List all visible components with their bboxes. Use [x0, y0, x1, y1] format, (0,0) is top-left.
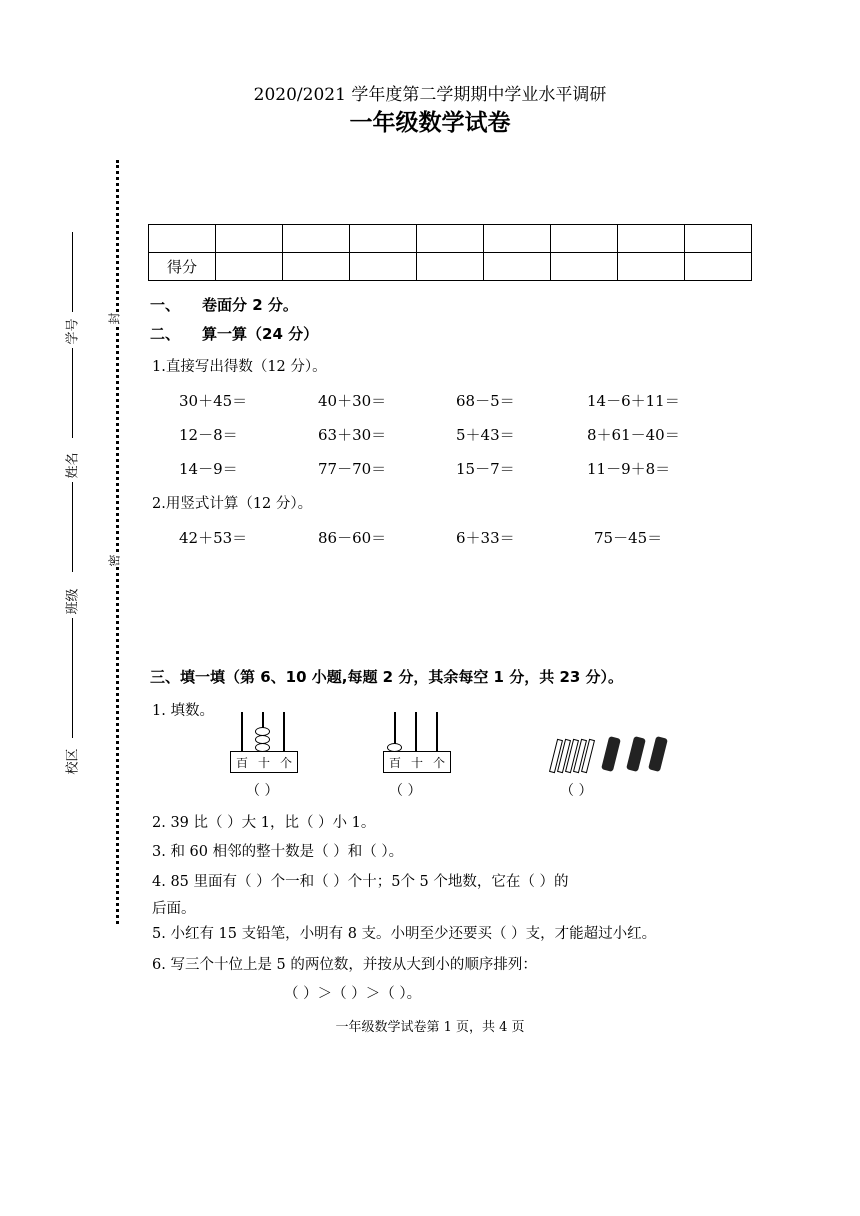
seal-char-feng: 封: [107, 312, 122, 325]
exam-header: 2020/2021 学年度第二学期期中学业水平调研: [253, 85, 607, 105]
abacus-2-answer[interactable]: （ ）: [389, 783, 422, 799]
class-label: 班级: [65, 588, 81, 615]
section-2: 二、 算一算（24 分）: [150, 325, 319, 343]
score-row-label: 得分: [149, 253, 216, 281]
abacus-2: 百 十 个: [383, 710, 453, 772]
seal-char-mi: 密: [107, 554, 122, 567]
q3-4: 4. 85 里面有（ ）个一和（ ）个十；5个 5 个地数，它在（ ）的: [152, 874, 569, 890]
page-footer: 一年级数学试卷第 1 页，共 4 页: [335, 1020, 525, 1035]
q3-1: 1. 填数。: [152, 703, 214, 719]
campus-label: 校区: [65, 748, 81, 775]
abacus-1: 百 十 个: [230, 710, 300, 772]
q3-5: 5. 小红有 15 支铅笔，小明有 8 支。小明至少还要买（ ）支，才能超过小红。: [152, 926, 657, 942]
exam-title: 一年级数学试卷: [349, 110, 511, 136]
q3-2: 2. 39 比（ ）大 1，比（ ）小 1。: [152, 815, 376, 831]
sticks-answer[interactable]: （ ）: [560, 783, 593, 799]
section-1: 一、 卷面分 2 分。: [150, 296, 298, 314]
q3-3: 3. 和 60 相邻的整十数是（ ）和（ ）。: [152, 844, 404, 860]
q3-4-cont: 后面。: [152, 901, 196, 917]
abacus-1-answer[interactable]: （ ）: [246, 783, 279, 799]
name-label: 姓名: [65, 452, 81, 479]
score-table: [148, 224, 752, 281]
student-id-label: 学号: [65, 318, 81, 345]
q2-1-title: 1.直接写出得数（12 分）。: [152, 359, 327, 375]
seal-dotted-line: [116, 160, 119, 924]
section-3: 三、填一填（第 6、10 小题,每题 2 分，其余每空 1 分，共 23 分）。: [150, 668, 624, 686]
q3-6-blanks[interactable]: （ ）＞（ ）＞（ ）。: [284, 986, 422, 1002]
q3-6: 6. 写三个十位上是 5 的两位数，并按从大到小的顺序排列：: [152, 957, 537, 973]
q2-2-title: 2.用竖式计算（12 分）。: [152, 496, 313, 512]
